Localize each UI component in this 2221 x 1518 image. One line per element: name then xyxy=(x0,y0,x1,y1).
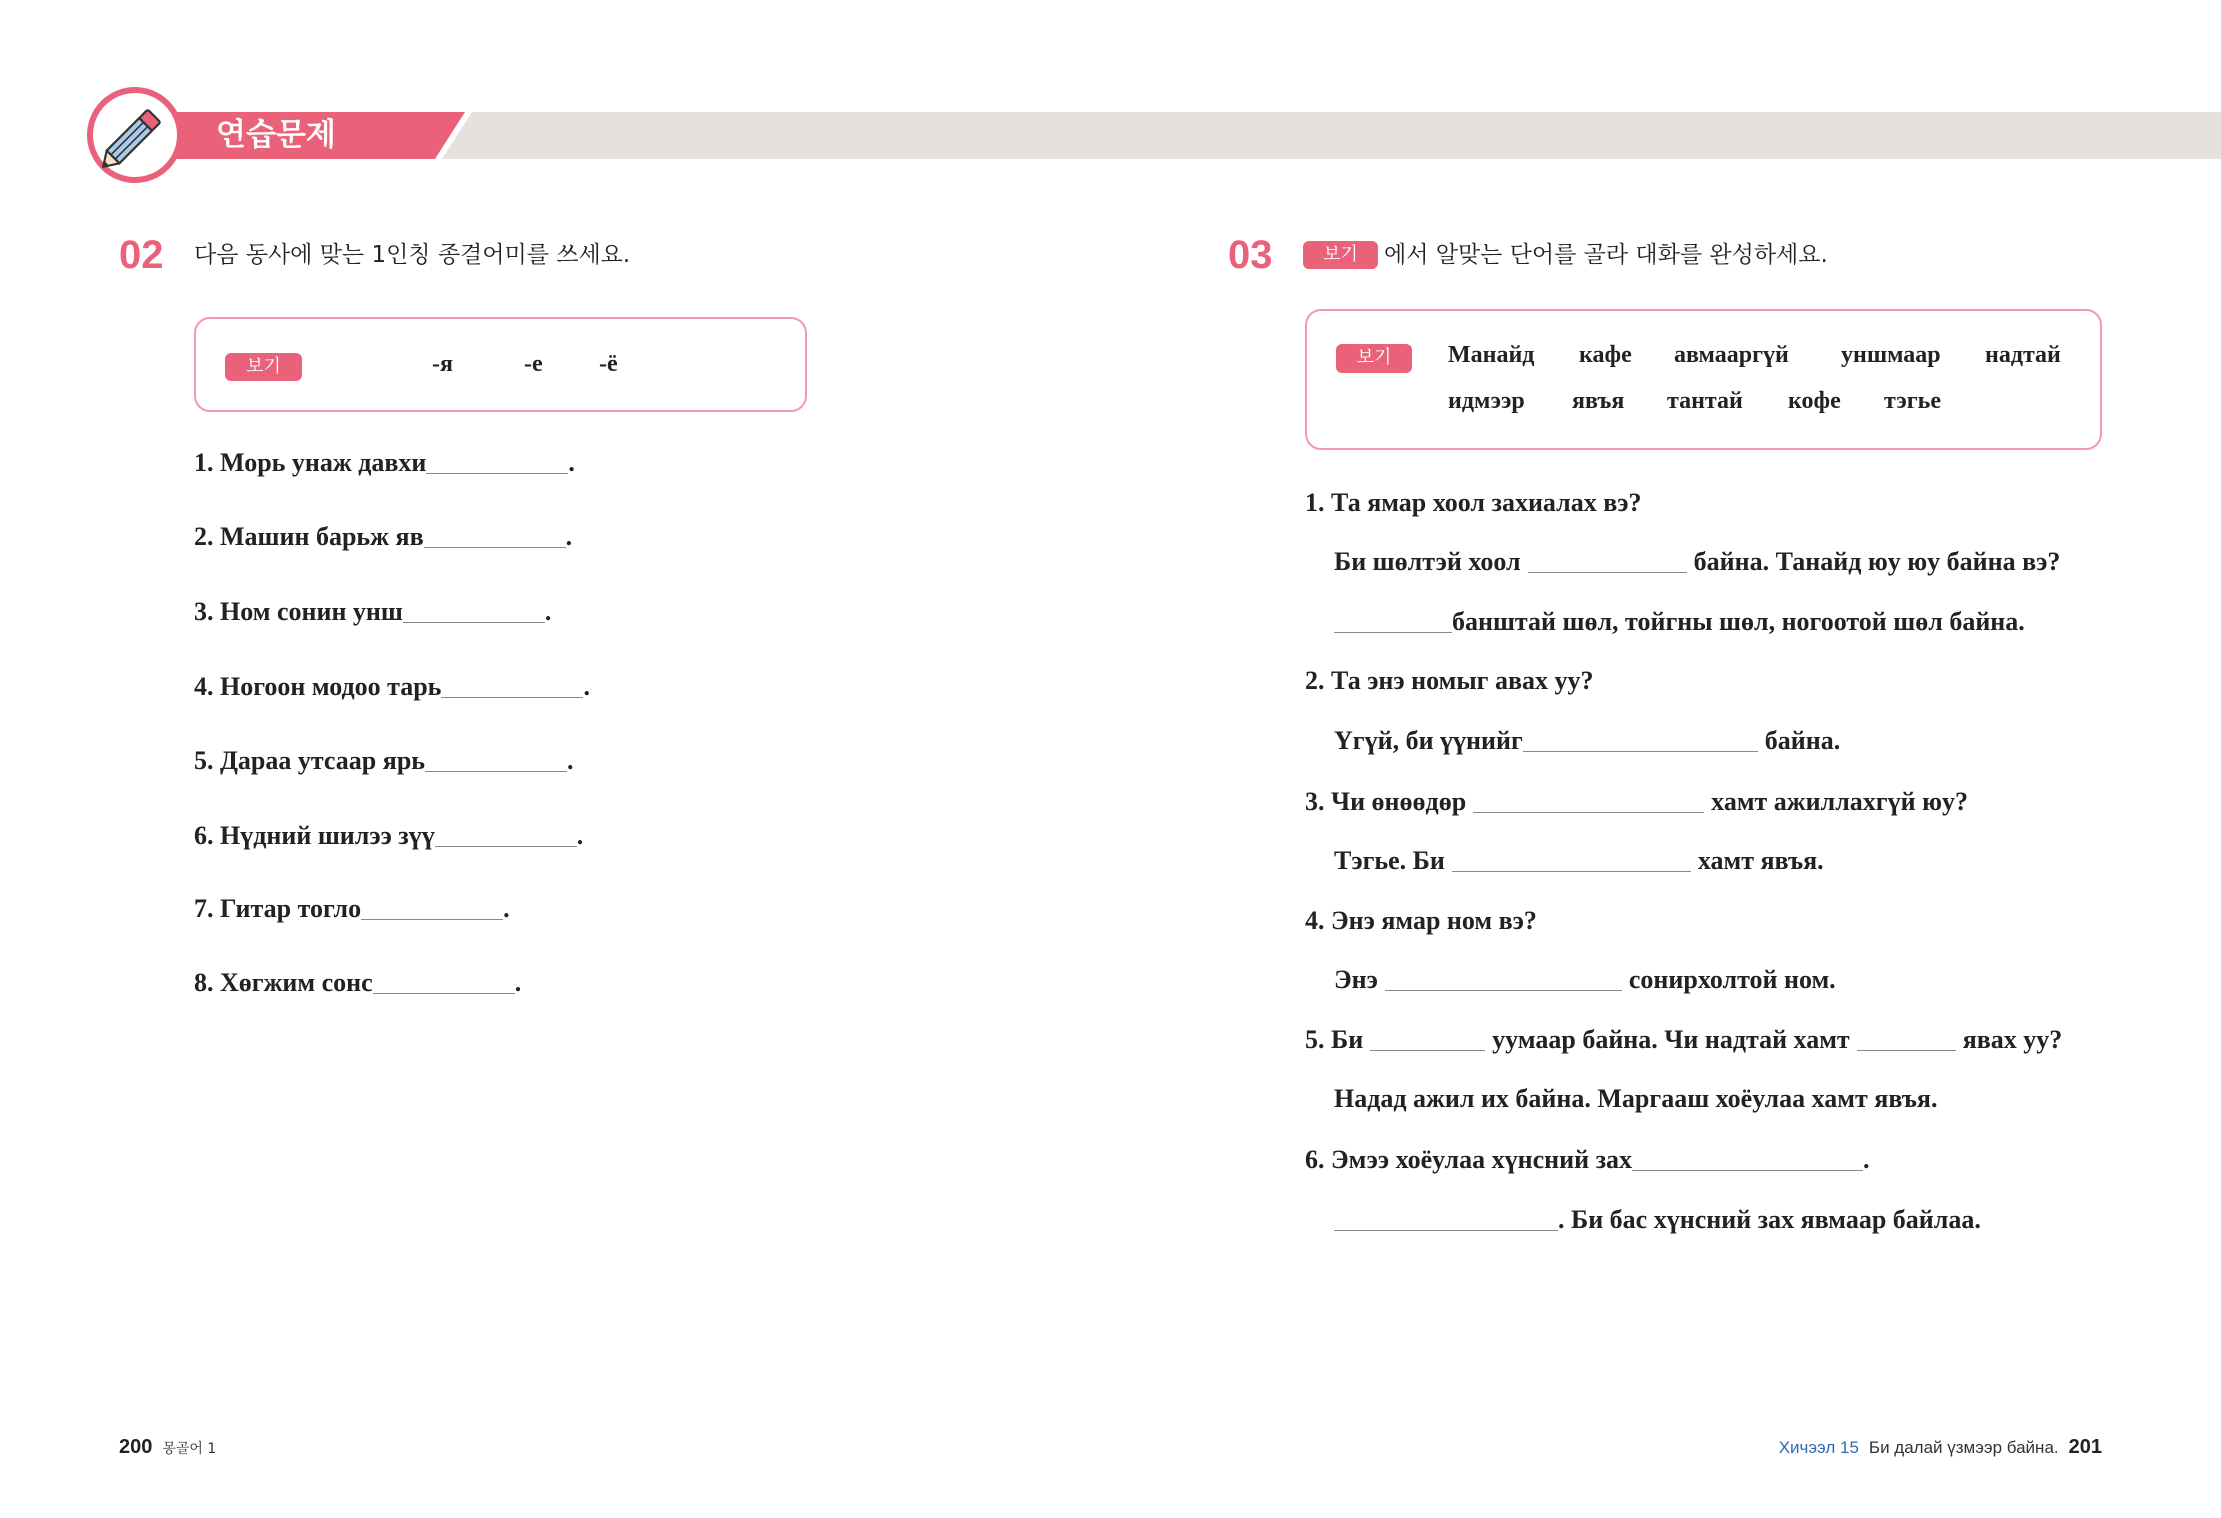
exercise-item xyxy=(194,821,583,851)
word-bank-word: тэгье xyxy=(1884,388,1941,414)
dialogue-line xyxy=(1334,965,1836,995)
item-end: . xyxy=(503,894,510,923)
line-text: сонирхолтой ном. xyxy=(1628,965,1836,994)
dialogue-line xyxy=(1334,726,1840,756)
answer-blank xyxy=(1385,989,1622,991)
pencil-badge-icon xyxy=(90,90,180,180)
section-title: 연습문제 xyxy=(216,117,336,153)
answer-blank xyxy=(1523,750,1758,752)
dialogue-line xyxy=(1305,906,1537,936)
exercise-item xyxy=(194,746,574,776)
item-text: 4. Ногоон модоо тарь xyxy=(194,672,442,701)
exercise-instruction: 다음 동사에 맞는 1인칭 종결어미를 쓰세요. xyxy=(194,242,631,268)
line-text: байна. Танайд юу юу байна вэ? xyxy=(1693,547,2061,576)
line-text: . Би бас хүнсний зах явмаар байлаа. xyxy=(1558,1205,1981,1234)
answer-blank xyxy=(1857,1049,1956,1051)
item-text: 5. Дараа утсаар ярь xyxy=(194,746,426,775)
ending-option: -я xyxy=(432,351,453,377)
word-bank-word: явъя xyxy=(1572,388,1625,414)
line-text: Энэ xyxy=(1334,965,1378,994)
answer-blank xyxy=(424,546,566,548)
word-bank-word: кафе xyxy=(1579,342,1632,368)
answer-blank xyxy=(1334,1229,1558,1231)
line-text: 4. Энэ ямар ном вэ? xyxy=(1305,906,1537,935)
line-text: хамт ажиллахгүй юу? xyxy=(1711,787,1968,816)
dialogue-line xyxy=(1334,846,1824,876)
ending-option: -ё xyxy=(599,351,618,377)
example-badge: 보기 xyxy=(225,353,302,381)
line-text: . xyxy=(1863,1145,1870,1174)
instruction-badge: 보기 xyxy=(1303,241,1378,269)
line-text: хамт явъя. xyxy=(1697,846,1824,875)
header-gray-bar xyxy=(442,112,2221,159)
answer-blank xyxy=(441,696,583,698)
answer-blank xyxy=(1528,571,1687,573)
page-number-right: 201 xyxy=(2068,1436,2102,1458)
ending-option: -е xyxy=(524,351,543,377)
exercise-item xyxy=(194,672,590,702)
dialogue-line xyxy=(1334,547,2060,577)
word-bank-box xyxy=(1305,309,2102,450)
item-end: . xyxy=(544,597,552,626)
word-bank-word: тантай xyxy=(1667,388,1743,414)
line-text: байна. xyxy=(1764,726,1841,755)
dialogue-line xyxy=(1305,1145,1870,1175)
answer-blank xyxy=(425,770,567,772)
line-text: 1. Та ямар хоол захиалах вэ? xyxy=(1305,488,1642,517)
exercise-item xyxy=(194,448,575,478)
answer-blank xyxy=(1473,811,1704,813)
line-text: Надад ажил их байна. Маргааш хоёулаа хамт явъя. xyxy=(1334,1084,1938,1113)
footer-right xyxy=(1779,1436,2102,1459)
exercise-item xyxy=(194,597,551,627)
dialogue-line xyxy=(1305,1025,2062,1055)
answer-blank xyxy=(1632,1169,1863,1171)
word-bank-word: авмааргүй xyxy=(1674,342,1789,368)
dialogue-line xyxy=(1334,607,2025,637)
item-text: 1. Морь унаж давхи xyxy=(194,448,427,477)
word-bank-word: Манайд xyxy=(1448,342,1535,368)
item-end: . xyxy=(576,821,584,850)
item-end: . xyxy=(568,448,575,477)
item-text: 6. Нүдний шилээ зүү xyxy=(194,821,435,850)
exercise-number: 02 xyxy=(119,233,164,277)
header-banner xyxy=(0,0,2221,200)
line-text: уумаар байна. Чи надтай хамт xyxy=(1492,1025,1850,1054)
item-end: . xyxy=(514,968,522,997)
answer-blank xyxy=(1334,631,1452,633)
answer-blank xyxy=(361,918,503,920)
dialogue-line xyxy=(1334,1084,1937,1114)
exercise-number: 03 xyxy=(1228,233,1273,277)
word-bank-word: уншмаар xyxy=(1841,342,1941,368)
exercise-item xyxy=(194,968,521,998)
answer-blank xyxy=(403,621,545,623)
word-bank-word: идмээр xyxy=(1448,388,1525,414)
line-text: 6. Эмээ хоёулаа хүнсний зах xyxy=(1305,1145,1633,1174)
item-text: 2. Машин барьж яв xyxy=(194,522,424,551)
line-text: 3. Чи өнөөдөр xyxy=(1305,787,1467,816)
lesson-title: Би далай үзмээр байна. xyxy=(1868,1438,2059,1457)
dialogue-line xyxy=(1305,787,1968,817)
page-number-left: 200 xyxy=(119,1436,153,1458)
word-bank-badge: 보기 xyxy=(1336,344,1412,373)
word-bank-word: надтай xyxy=(1985,342,2061,368)
answer-blank xyxy=(373,992,515,994)
dialogue-line xyxy=(1334,1205,1981,1235)
exercise-instruction: 에서 알맞는 단어를 골라 대화를 완성하세요. xyxy=(1384,242,1828,268)
dialogue-line xyxy=(1305,488,1642,518)
answer-blank xyxy=(426,472,568,474)
item-text: 7. Гитар тогло xyxy=(194,894,362,923)
dialogue-line xyxy=(1305,666,1594,696)
line-text: 2. Та энэ номыг авах уу? xyxy=(1305,666,1594,695)
exercise-item xyxy=(194,522,572,552)
answer-blank xyxy=(435,845,577,847)
item-end: . xyxy=(567,746,574,775)
lesson-label: Хичээл 15 xyxy=(1778,1438,1859,1457)
item-end: . xyxy=(583,672,590,701)
answer-blank xyxy=(1452,870,1691,872)
line-text: банштай шөл, тойгны шөл, ногоотой шөл байна. xyxy=(1452,607,2025,636)
footer-left xyxy=(119,1436,216,1459)
word-bank-word: кофе xyxy=(1788,388,1841,414)
line-text: Би шөлтэй хоол xyxy=(1334,547,1521,576)
line-text: явах уу? xyxy=(1962,1025,2063,1054)
line-text: Тэгье. Би xyxy=(1334,846,1445,875)
line-text: Үгүй, би үүнийг xyxy=(1334,726,1523,755)
item-text: 8. Хөгжим сонс xyxy=(194,968,373,997)
exercise-item xyxy=(194,894,510,924)
answer-blank xyxy=(1370,1049,1485,1051)
item-text: 3. Ном сонин унш xyxy=(194,597,403,626)
book-title: 몽골어 1 xyxy=(162,1441,217,1457)
item-end: . xyxy=(565,522,573,551)
line-text: 5. Би xyxy=(1305,1025,1364,1054)
